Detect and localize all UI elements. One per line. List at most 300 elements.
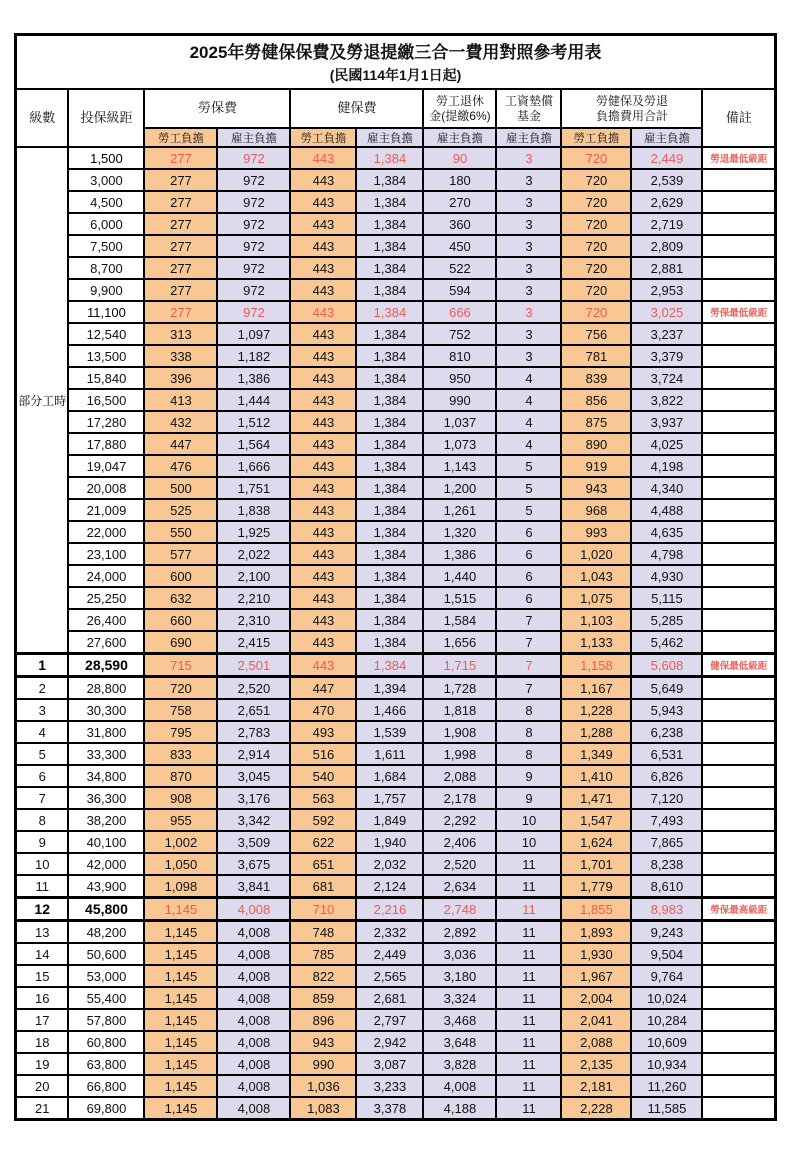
table-row [15,279,775,301]
bracket-cell: 3,000 [68,169,144,191]
pension-header-line1: 勞工退休 [435,93,484,108]
total-employer-cell: 6,531 [631,743,702,765]
table-row [15,499,775,521]
pension-employer-cell: 2,748 [423,898,496,921]
bracket-cell: 36,300 [68,787,144,809]
table-row [15,191,775,213]
bracket-cell: 17,880 [68,433,144,455]
health-ins-employer-cell: 2,797 [356,1009,423,1031]
total-employer-cell: 6,826 [631,765,702,787]
total-employer-cell: 5,462 [631,631,702,654]
total-employee-cell: 890 [561,433,631,455]
health-ins-employee-cell: 443 [290,433,356,455]
bracket-cell: 20,008 [68,477,144,499]
pension-employer-cell: 2,088 [423,765,496,787]
labor-ins-employee-cell: 277 [144,257,217,279]
pension-employer-cell: 1,728 [423,677,496,700]
labor-ins-employee-cell: 1,145 [144,898,217,921]
wage-fund-employer-cell: 5 [496,455,561,477]
labor-ins-employee-cell: 338 [144,345,217,367]
wage-fund-employer-cell: 5 [496,477,561,499]
health-ins-employee-cell: 443 [290,323,356,345]
bracket-cell: 60,800 [68,1031,144,1053]
health-ins-employee-cell: 748 [290,921,356,944]
pension-employer-cell: 450 [423,235,496,257]
health-ins-employee-cell: 443 [290,543,356,565]
table-row [15,235,775,257]
health-ins-employee-cell: 443 [290,147,356,169]
health-ins-employer-cell: 1,384 [356,169,423,191]
labor-ins-employee-cell: 1,145 [144,1075,217,1097]
labor-ins-employer-cell: 1,444 [217,389,290,411]
col-header-remark: 備註 [702,89,775,147]
health-ins-employee-cell: 443 [290,587,356,609]
health-ins-employee-cell: 516 [290,743,356,765]
wage-fund-employer-cell: 4 [496,433,561,455]
total-employer-cell: 10,024 [631,987,702,1009]
bracket-cell: 21,009 [68,499,144,521]
health-ins-employee-cell: 592 [290,809,356,831]
title-block [15,35,775,90]
health-ins-employer-cell: 1,384 [356,477,423,499]
wage-fund-employer-cell: 6 [496,521,561,543]
pension-employer-cell: 1,320 [423,521,496,543]
bracket-cell: 34,800 [68,765,144,787]
wage-fund-employer-cell: 3 [496,279,561,301]
health-ins-employee-cell: 681 [290,875,356,898]
remark-cell [702,389,775,411]
level-cell: 17 [15,1009,68,1031]
total-employer-cell: 2,539 [631,169,702,191]
col-header-labor-insurance: 勞保費 [144,89,290,128]
health-ins-employer-cell: 1,940 [356,831,423,853]
total-employer-cell: 3,379 [631,345,702,367]
wage-fund-employer-cell: 5 [496,499,561,521]
wage-fund-employer-cell: 6 [496,587,561,609]
table-row [15,921,775,944]
level-cell: 14 [15,943,68,965]
bracket-cell: 66,800 [68,1075,144,1097]
pension-employer-cell: 1,584 [423,609,496,631]
labor-ins-employer-cell: 3,176 [217,787,290,809]
remark-cell [702,831,775,853]
wage-fund-employer-cell: 11 [496,943,561,965]
remark-cell [702,191,775,213]
health-ins-employer-cell: 2,681 [356,987,423,1009]
health-ins-employer-cell: 1,384 [356,235,423,257]
labor-ins-employee-cell: 577 [144,543,217,565]
header-row-groups [15,89,775,128]
health-ins-employee-cell: 990 [290,1053,356,1075]
wage-fund-employer-cell: 11 [496,921,561,944]
table-row [15,521,775,543]
labor-ins-employer-cell: 972 [217,169,290,191]
wage-fund-employer-cell: 11 [496,1009,561,1031]
wage-fund-employer-cell: 7 [496,631,561,654]
labor-ins-employer-cell: 4,008 [217,1075,290,1097]
remark-cell [702,809,775,831]
total-employer-cell: 5,115 [631,587,702,609]
labor-ins-employer-cell: 1,097 [217,323,290,345]
pension-employer-cell: 522 [423,257,496,279]
table-row [15,1075,775,1097]
remark-cell [702,765,775,787]
bracket-cell: 17,280 [68,411,144,433]
health-ins-employer-cell: 2,449 [356,943,423,965]
total-employee-cell: 1,547 [561,809,631,831]
labor-ins-employee-cell: 795 [144,721,217,743]
remark-cell [702,235,775,257]
remark-cell [702,743,775,765]
labor-ins-employee-cell: 476 [144,455,217,477]
total-employee-cell: 2,181 [561,1075,631,1097]
wage-fund-employer-cell: 11 [496,898,561,921]
labor-ins-employer-cell: 972 [217,257,290,279]
total-employer-cell: 3,237 [631,323,702,345]
labor-ins-employer-cell: 1,838 [217,499,290,521]
pension-employer-cell: 2,520 [423,853,496,875]
health-ins-employee-cell: 1,083 [290,1097,356,1120]
labor-ins-employer-cell: 3,045 [217,765,290,787]
total-employee-cell: 720 [561,191,631,213]
pension-employer-cell: 2,406 [423,831,496,853]
wage-fund-employer-cell: 9 [496,765,561,787]
labor-ins-employer-cell: 2,651 [217,699,290,721]
table-row [15,721,775,743]
total-employee-cell: 1,701 [561,853,631,875]
health-ins-employer-cell: 1,384 [356,433,423,455]
bracket-cell: 27,600 [68,631,144,654]
table-row [15,1009,775,1031]
bracket-cell: 22,000 [68,521,144,543]
labor-ins-employee-cell: 1,145 [144,921,217,944]
labor-ins-employee-cell: 277 [144,213,217,235]
pension-employer-cell: 270 [423,191,496,213]
health-ins-employee-cell: 443 [290,631,356,654]
health-ins-employee-cell: 443 [290,301,356,323]
remark-cell [702,455,775,477]
table-row [15,147,775,169]
level-cell: 21 [15,1097,68,1120]
remark-cell [702,433,775,455]
total-employer-cell: 4,930 [631,565,702,587]
total-employer-cell: 5,943 [631,699,702,721]
labor-ins-employer-cell: 2,415 [217,631,290,654]
table-row [15,943,775,965]
pension-employer-cell: 3,828 [423,1053,496,1075]
labor-ins-employee-cell: 1,002 [144,831,217,853]
total-employer-cell: 4,488 [631,499,702,521]
wage-fund-employer-cell: 8 [496,699,561,721]
total-employer-cell: 7,120 [631,787,702,809]
bracket-cell: 12,540 [68,323,144,345]
bracket-cell: 33,300 [68,743,144,765]
total-employer-cell: 9,764 [631,965,702,987]
total-employer-cell: 2,953 [631,279,702,301]
labor-ins-employee-cell: 870 [144,765,217,787]
level-cell: 18 [15,1031,68,1053]
bracket-cell: 53,000 [68,965,144,987]
bracket-cell: 16,500 [68,389,144,411]
health-ins-employer-cell: 1,384 [356,521,423,543]
total-employee-cell: 720 [561,169,631,191]
total-employer-cell: 4,025 [631,433,702,455]
wage-fund-employer-cell: 3 [496,191,561,213]
remark-cell [702,1053,775,1075]
page-title: 2025年勞健保保費及勞退提繳三合一費用對照參考用表 [189,43,602,63]
health-ins-employee-cell: 443 [290,235,356,257]
labor-ins-employer-cell: 2,022 [217,543,290,565]
remark-cell [702,521,775,543]
pension-header-line2: 金(提繳6%) [429,108,491,123]
labor-ins-employee-cell: 632 [144,587,217,609]
health-ins-employer-cell: 1,384 [356,455,423,477]
bracket-cell: 50,600 [68,943,144,965]
remark-cell [702,279,775,301]
wage-fund-employer-cell: 11 [496,1031,561,1053]
labor-ins-employee-cell: 277 [144,279,217,301]
total-employee-cell: 1,855 [561,898,631,921]
pension-employer-cell: 1,998 [423,743,496,765]
col-header-pension [423,89,496,128]
level-cell: 20 [15,1075,68,1097]
pension-employer-cell: 752 [423,323,496,345]
labor-ins-employee-cell: 1,145 [144,943,217,965]
pension-employer-cell: 1,440 [423,565,496,587]
health-ins-employer-cell: 1,384 [356,565,423,587]
bracket-cell: 1,500 [68,147,144,169]
remark-cell [702,477,775,499]
total-employer-cell: 3,025 [631,301,702,323]
level-cell: 10 [15,853,68,875]
table-row [15,677,775,700]
pension-employer-cell: 1,200 [423,477,496,499]
labor-ins-employee-cell: 1,145 [144,1097,217,1120]
labor-ins-employee-cell: 1,145 [144,1009,217,1031]
total-employee-cell: 839 [561,367,631,389]
subheader-pension-employer: 雇主負擔 [423,128,496,147]
labor-ins-employee-cell: 600 [144,565,217,587]
pension-employer-cell: 1,037 [423,411,496,433]
labor-ins-employer-cell: 3,675 [217,853,290,875]
health-ins-employer-cell: 1,384 [356,257,423,279]
level-cell: 19 [15,1053,68,1075]
total-employee-cell: 2,228 [561,1097,631,1120]
total-employer-cell: 2,629 [631,191,702,213]
remark-cell [702,853,775,875]
total-employer-cell: 10,609 [631,1031,702,1053]
pension-employer-cell: 1,073 [423,433,496,455]
remark-cell: 健保最低級距 [702,654,775,677]
labor-ins-employer-cell: 1,925 [217,521,290,543]
total-employee-cell: 2,135 [561,1053,631,1075]
wage-fund-employer-cell: 3 [496,257,561,279]
labor-ins-employee-cell: 758 [144,699,217,721]
table-row [15,169,775,191]
wage-fund-employer-cell: 11 [496,1097,561,1120]
bracket-cell: 63,800 [68,1053,144,1075]
labor-ins-employee-cell: 277 [144,235,217,257]
health-ins-employer-cell: 2,124 [356,875,423,898]
labor-ins-employee-cell: 525 [144,499,217,521]
wage-fund-employer-cell: 11 [496,987,561,1009]
wage-fund-employer-cell: 4 [496,411,561,433]
wage-fund-employer-cell: 11 [496,1053,561,1075]
bracket-cell: 11,100 [68,301,144,323]
total-employer-cell: 3,822 [631,389,702,411]
total-employee-cell: 2,041 [561,1009,631,1031]
health-ins-employee-cell: 443 [290,169,356,191]
pension-employer-cell: 360 [423,213,496,235]
total-employer-cell: 10,934 [631,1053,702,1075]
table-row [15,257,775,279]
remark-cell [702,1097,775,1120]
wage-fund-employer-cell: 7 [496,654,561,677]
health-ins-employee-cell: 651 [290,853,356,875]
health-ins-employee-cell: 470 [290,699,356,721]
wage-fund-employer-cell: 3 [496,213,561,235]
labor-ins-employee-cell: 1,145 [144,1031,217,1053]
bracket-cell: 7,500 [68,235,144,257]
bracket-cell: 42,000 [68,853,144,875]
total-employee-cell: 1,133 [561,631,631,654]
health-ins-employee-cell: 785 [290,943,356,965]
total-employer-cell: 10,284 [631,1009,702,1031]
remark-cell [702,323,775,345]
total-employee-cell: 781 [561,345,631,367]
level-cell: 7 [15,787,68,809]
remark-cell [702,345,775,367]
bracket-cell: 8,700 [68,257,144,279]
health-ins-employee-cell: 622 [290,831,356,853]
labor-ins-employee-cell: 833 [144,743,217,765]
labor-ins-employer-cell: 4,008 [217,1097,290,1120]
table-row [15,301,775,323]
labor-ins-employee-cell: 690 [144,631,217,654]
wage-fund-employer-cell: 8 [496,721,561,743]
wage-fund-employer-cell: 6 [496,543,561,565]
total-employer-cell: 4,340 [631,477,702,499]
remark-cell [702,787,775,809]
total-employee-cell: 993 [561,521,631,543]
total-employer-cell: 9,243 [631,921,702,944]
table-row [15,323,775,345]
subheader-labor-employee: 勞工負擔 [144,128,217,147]
health-ins-employer-cell: 1,394 [356,677,423,700]
pension-employer-cell: 3,468 [423,1009,496,1031]
level-cell: 8 [15,809,68,831]
remark-cell [702,257,775,279]
wage-fund-employer-cell: 11 [496,853,561,875]
remark-cell [702,699,775,721]
total-employer-cell: 8,610 [631,875,702,898]
labor-ins-employee-cell: 550 [144,521,217,543]
health-ins-employer-cell: 2,332 [356,921,423,944]
labor-ins-employer-cell: 1,512 [217,411,290,433]
labor-ins-employer-cell: 1,751 [217,477,290,499]
table-row [15,565,775,587]
total-employee-cell: 720 [561,147,631,169]
labor-ins-employer-cell: 972 [217,301,290,323]
health-ins-employer-cell: 1,384 [356,345,423,367]
health-ins-employee-cell: 563 [290,787,356,809]
table-row [15,654,775,677]
health-ins-employer-cell: 1,384 [356,631,423,654]
bracket-cell: 28,800 [68,677,144,700]
wage-fund-employer-cell: 4 [496,389,561,411]
pension-employer-cell: 1,386 [423,543,496,565]
health-ins-employer-cell: 2,942 [356,1031,423,1053]
wage-fund-employer-cell: 7 [496,677,561,700]
bracket-cell: 6,000 [68,213,144,235]
health-ins-employee-cell: 443 [290,345,356,367]
table-row [15,987,775,1009]
labor-ins-employer-cell: 4,008 [217,987,290,1009]
table-row [15,389,775,411]
pension-employer-cell: 1,261 [423,499,496,521]
bracket-cell: 28,590 [68,654,144,677]
health-ins-employee-cell: 896 [290,1009,356,1031]
remark-cell [702,543,775,565]
pension-employer-cell: 594 [423,279,496,301]
health-ins-employee-cell: 859 [290,987,356,1009]
pension-employer-cell: 2,292 [423,809,496,831]
total-employee-cell: 875 [561,411,631,433]
health-ins-employer-cell: 1,384 [356,389,423,411]
wage-fund-employer-cell: 3 [496,301,561,323]
col-header-health-insurance: 健保費 [290,89,423,128]
health-ins-employer-cell: 1,384 [356,323,423,345]
health-ins-employee-cell: 443 [290,654,356,677]
bracket-cell: 48,200 [68,921,144,944]
table-row [15,1031,775,1053]
subheader-total-employee: 勞工負擔 [561,128,631,147]
labor-ins-employee-cell: 277 [144,301,217,323]
table-row [15,1053,775,1075]
total-employer-cell: 5,608 [631,654,702,677]
health-ins-employee-cell: 443 [290,609,356,631]
table-row [15,765,775,787]
bracket-cell: 40,100 [68,831,144,853]
page-subtitle: (民國114年1月1日起) [329,66,462,83]
remark-cell [702,169,775,191]
health-ins-employee-cell: 443 [290,367,356,389]
total-employer-cell: 9,504 [631,943,702,965]
table-row [15,898,775,921]
labor-ins-employee-cell: 447 [144,433,217,455]
remark-cell [702,609,775,631]
pension-employer-cell: 1,143 [423,455,496,477]
health-ins-employer-cell: 2,216 [356,898,423,921]
health-ins-employer-cell: 1,384 [356,543,423,565]
labor-ins-employer-cell: 1,564 [217,433,290,455]
total-employee-cell: 1,075 [561,587,631,609]
labor-ins-employer-cell: 1,182 [217,345,290,367]
bracket-cell: 31,800 [68,721,144,743]
labor-ins-employer-cell: 4,008 [217,921,290,944]
remark-cell [702,1009,775,1031]
total-employee-cell: 1,167 [561,677,631,700]
bracket-cell: 15,840 [68,367,144,389]
labor-ins-employee-cell: 720 [144,677,217,700]
labor-ins-employee-cell: 500 [144,477,217,499]
health-ins-employee-cell: 447 [290,677,356,700]
table-row [15,965,775,987]
wage-fund-employer-cell: 4 [496,367,561,389]
labor-ins-employer-cell: 4,008 [217,1053,290,1075]
total-employee-cell: 720 [561,279,631,301]
table-row [15,477,775,499]
